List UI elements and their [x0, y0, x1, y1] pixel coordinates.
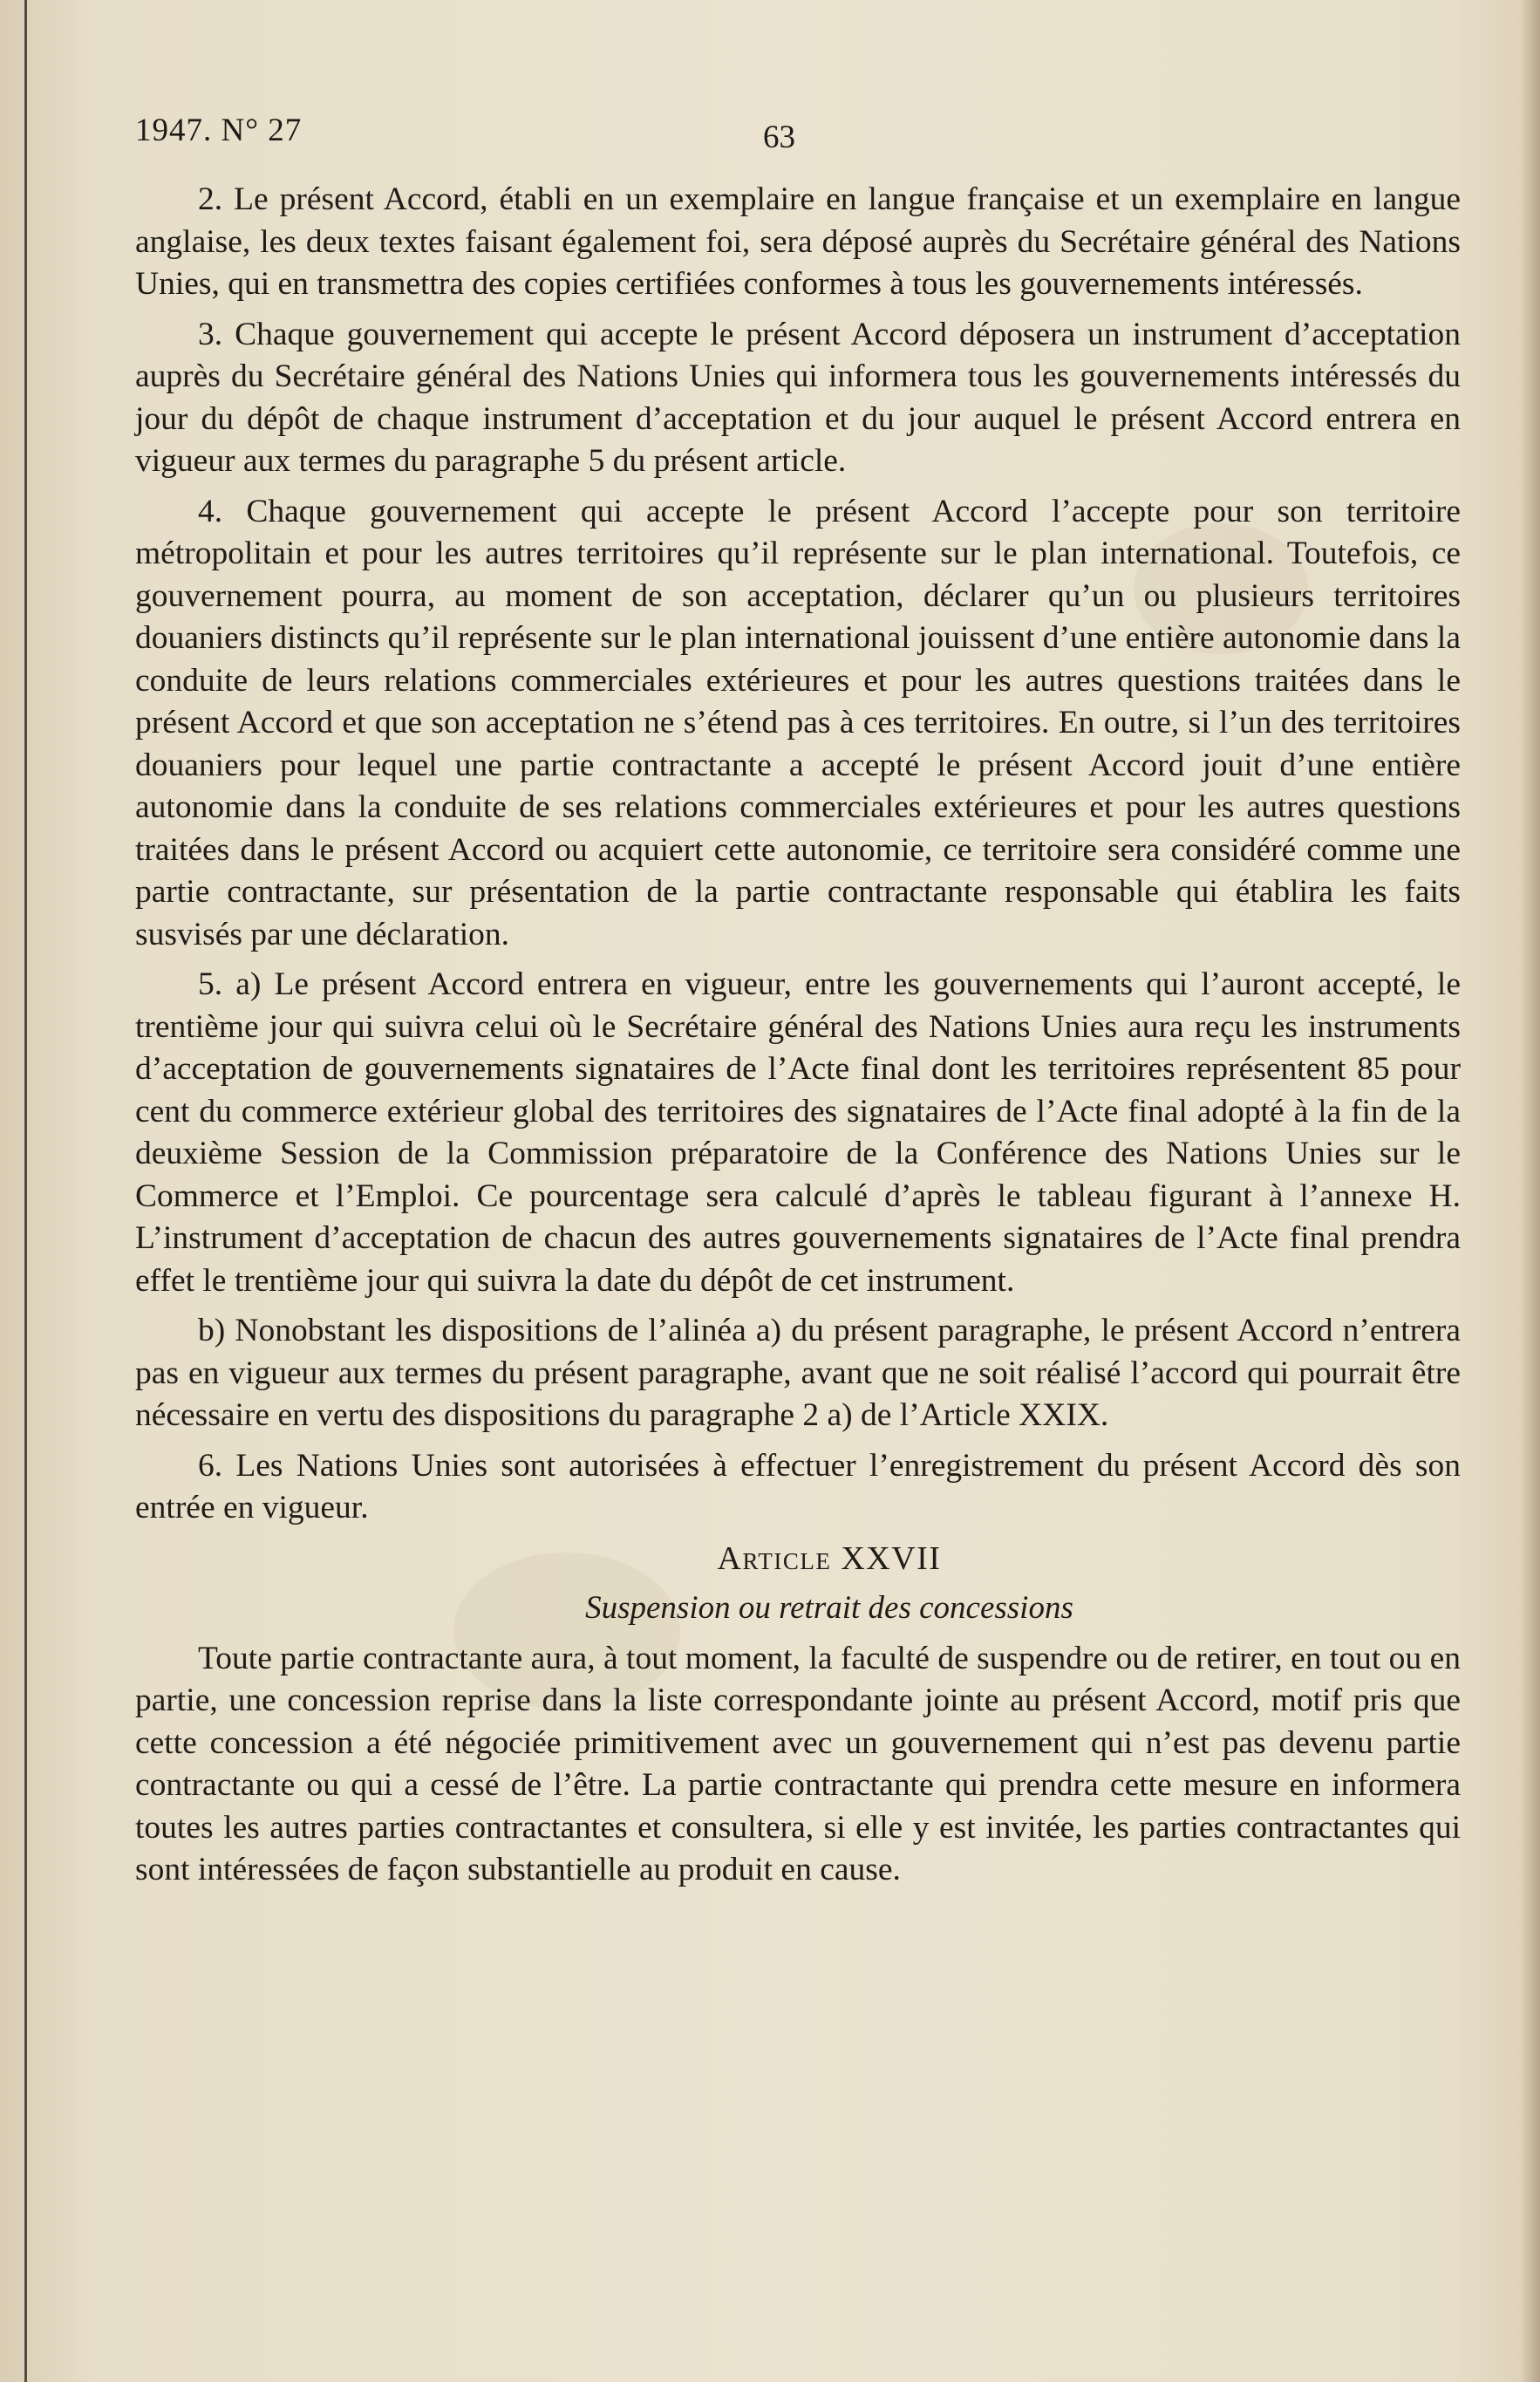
paragraph-5a: 5. a) Le présent Accord entrera en vigueur, entre les gouvernements qui l’auront accepté, le trentième jour qui suivra celui où le Secrétaire général des Nations Unies aura reçu les instruments d’acceptation de gouvernements signataires de l’Acte final dont les territoires représentent 85 pour cent du commerce extérieur global des territoires des signataires de l’Acte final adopté à la fin de la deuxième Session de la Commission préparatoire de la Conférence des Nations Unies sur le Commerce et l’Emploi. Ce pourcentage sera calculé d’après le tableau figurant à l’annexe H. L’instrument d’acceptation de chacun des autres gouvernements signataires de l’Acte final prendra effet le trentième jour qui suivra la date du dépôt de cet instrument. [135, 966, 1461, 1299]
article-subheading: Suspension ou retrait des concessions [585, 1590, 1073, 1626]
paragraph-4: 4. Chaque gouvernement qui accepte le présent Accord l’accepte pour son territoire métropolitain et pour les autres territoires qu’il représente sur le plan international. Toutefois, ce gouvernement pourra, au moment de son acceptation, déclarer qu’un ou plusieurs territoires douaniers distincts qu’il représente sur le plan international jouissent d’une entière autonomie dans la conduite de leurs relations commerciales extérieures et pour les autres questions traitées dans le présent Accord et que son acceptation ne s’étend pas à ces territoires. En outre, si l’un des territoires douaniers pour lequel une partie contractante a accepté le présent Accord jouit d’une entière autonomie dans la conduite de ses relations commerciales extérieures et pour les autres questions traitées dans le présent Accord ou acquiert cette autonomie, ce territoire sera considéré comme une partie contractante, sur présentation de la partie contractante responsable qui établira les faits susvisés par une déclaration. [135, 493, 1461, 952]
article-heading: Article XXVII [717, 1539, 942, 1577]
paragraph-3: 3. Chaque gouvernement qui accepte le présent Accord déposera un instrument d’acceptation auprès du Secrétaire général des Nations Unies qui informera tous les gouvernements intéressés du jour du dépôt de chaque instrument d’acceptation et du jour auquel le présent Accord entrera en vigueur aux termes du paragraphe 5 du présent article. [135, 316, 1461, 479]
article-paragraph: Toute partie contractante aura, à tout moment, la faculté de suspendre ou de retirer, en tout ou en partie, une concession reprise dans la liste correspondante jointe au présent Accord, motif pris que cette concession a été négociée primitivement avec un gouvernement qui n’est pas devenu partie contractante ou qui a cessé de l’être. La partie contractante qui prendra cette mesure en informera toutes les autres parties contractantes et consultera, si elle y est invitée, les parties contractantes qui sont intéressées de façon substantielle au produit en cause. [135, 1640, 1461, 1887]
page-number: 63 [763, 119, 795, 155]
paragraph-6: 6. Les Nations Unies sont autorisées à effectuer l’enregistrement du présent Accord dès son entrée en vigueur. [135, 1447, 1461, 1525]
paragraph-2: 2. Le présent Accord, établi en un exemplaire en langue française et un exemplaire en langue anglaise, les deux textes faisant également foi, sera déposé auprès du Secrétaire général des Nations Unies, qui en transmettra des copies certifiées conformes à tous les gouvernements intéressés. [135, 181, 1461, 302]
body-text [135, 179, 1461, 1900]
header-year-number: 1947. N° 27 [135, 113, 303, 148]
running-head [135, 112, 1461, 155]
paragraph-5b: b) Nonobstant les dispositions de l’alinéa a) du présent paragraphe, le présent Accord n’entrera pas en vigueur aux termes du présent paragraphe, avant que ne soit réalisé l’accord qui pourrait être nécessaire en vertu des dispositions du paragraphe 2 a) de l’Article XXIX. [135, 1313, 1461, 1433]
